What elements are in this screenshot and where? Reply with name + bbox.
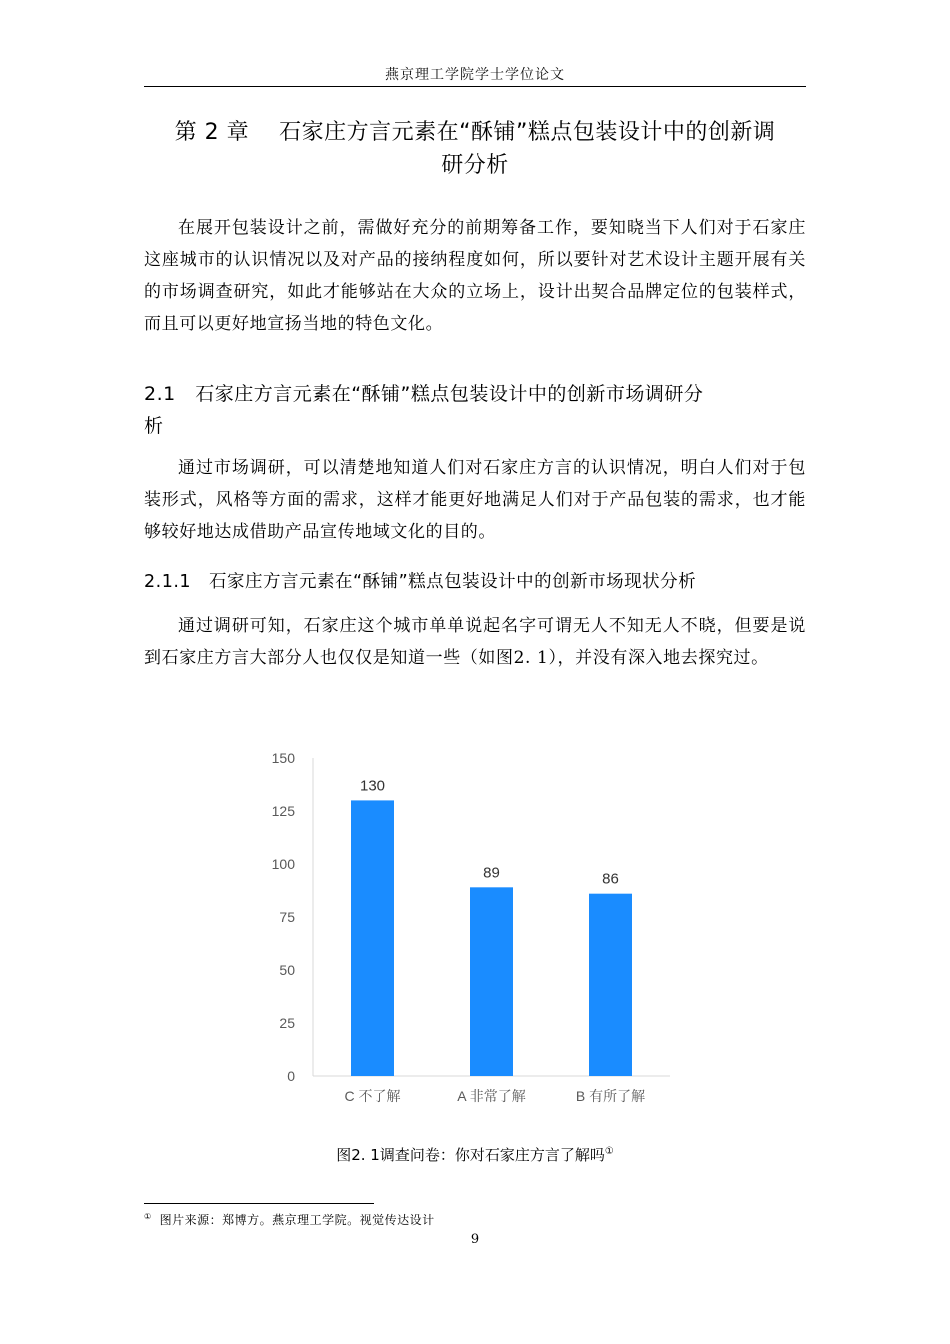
section-2-1-1-paragraph: 通过调研可知，石家庄这个城市单单说起名字可谓无人不知无人不晓，但要是说到石家庄方言大部分人也仅仅是知道一些（如图2. 1），并没有深入地去探究过。 xyxy=(144,616,806,668)
page-number: 9 xyxy=(470,1232,480,1247)
chapter-title xyxy=(144,116,806,182)
data-label: 86 xyxy=(602,870,619,888)
y-tick-label: 125 xyxy=(271,803,295,819)
y-tick-label: 0 xyxy=(287,1068,295,1084)
x-tick-label: C 不了解 xyxy=(344,1088,401,1104)
y-tick-label: 50 xyxy=(279,962,295,978)
x-tick-label: B 有所了解 xyxy=(575,1088,646,1104)
figure-caption-text: 图2. 1调查问卷：你对石家庄方言了解吗 xyxy=(336,1146,605,1164)
bar xyxy=(470,887,513,1076)
footnote-rule xyxy=(144,1203,374,1204)
y-tick-label: 150 xyxy=(271,750,295,766)
y-tick-label: 100 xyxy=(271,856,295,872)
header-rule xyxy=(144,86,806,87)
data-label: 130 xyxy=(359,777,386,795)
chapter-title-line-2: 研分析 xyxy=(441,153,509,178)
footnote-mark: ① xyxy=(144,1212,152,1221)
chapter-title-line-1: 第 2 章 石家庄方言元素在“酥铺”糕点包装设计中的创新调 xyxy=(174,120,776,145)
y-tick-label: 25 xyxy=(279,1015,295,1031)
section-2-1-heading-line-1: 2.1 石家庄方言元素在“酥铺”糕点包装设计中的创新市场调研分 xyxy=(144,383,704,405)
footnote xyxy=(144,1211,435,1228)
bar-chart xyxy=(255,740,685,1120)
footnote-text: 图片来源：郑博方。燕京理工学院。视觉传达设计 xyxy=(159,1213,435,1227)
x-tick-label: A 非常了解 xyxy=(457,1088,526,1104)
running-header: 燕京理工学院学士学位论文 xyxy=(385,67,565,83)
figure-caption xyxy=(144,1144,806,1165)
y-tick-label: 75 xyxy=(279,909,295,925)
bar xyxy=(589,894,632,1076)
figure-caption-footnote-mark: ① xyxy=(604,1146,614,1157)
data-label: 89 xyxy=(483,864,500,882)
section-2-1-heading-line-2: 析 xyxy=(144,415,164,437)
section-2-1-heading xyxy=(144,378,806,442)
bar xyxy=(351,800,394,1076)
section-2-1-1-heading: 2.1.1 石家庄方言元素在“酥铺”糕点包装设计中的创新市场现状分析 xyxy=(144,572,697,592)
section-2-1-paragraph: 通过市场调研，可以清楚地知道人们对石家庄方言的认识情况，明白人们对于包装形式，风格等方面的需求，这样才能更好地满足人们对于产品包装的需求，也才能够较好地达成借助产品宣传地域文化的目的。 xyxy=(144,458,806,542)
intro-paragraph: 在展开包装设计之前，需做好充分的前期筹备工作，要知晓当下人们对于石家庄这座城市的认识情况以及对产品的接纳程度如何，所以要针对艺术设计主题开展有关的市场调查研究，如此才能够站在大众的立场上，设计出契合品牌定位的包装样式，而且可以更好地宣扬当地的特色文化。 xyxy=(144,218,806,334)
